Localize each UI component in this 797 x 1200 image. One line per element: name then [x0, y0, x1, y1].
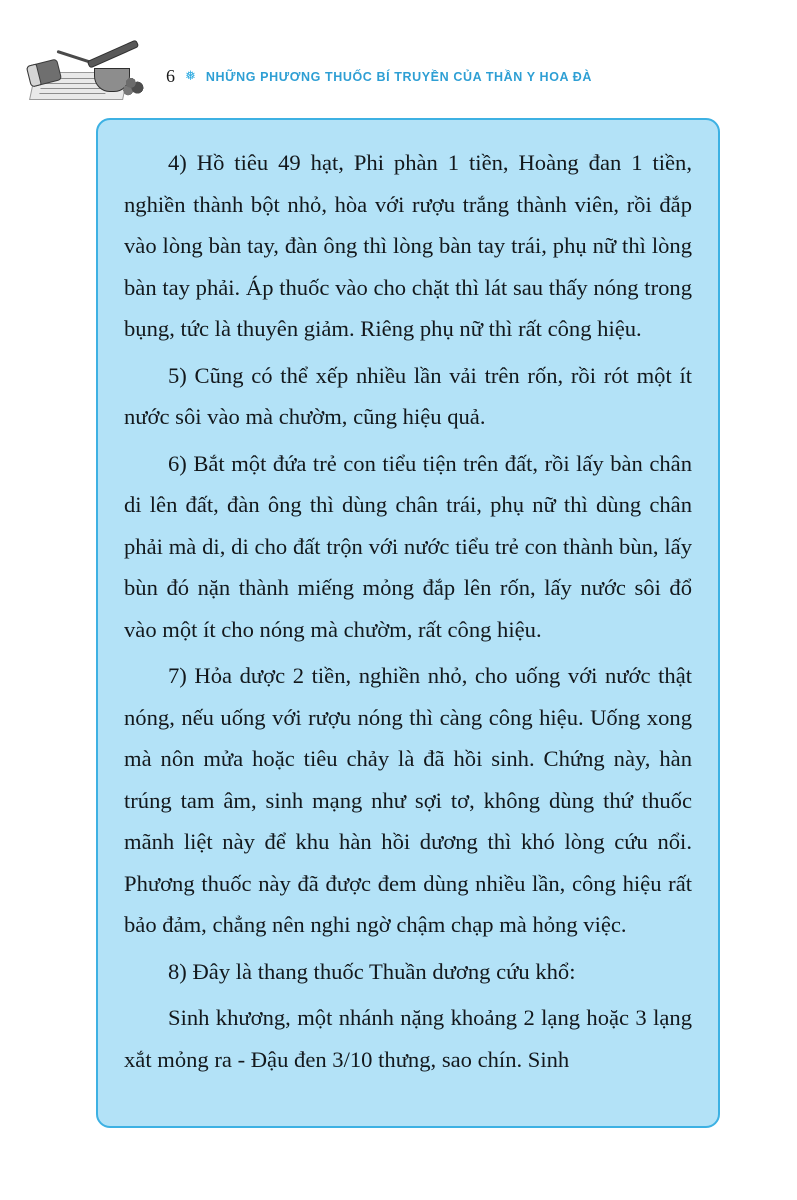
paragraph: 4) Hồ tiêu 49 hạt, Phi phàn 1 tiền, Hoàng đan 1 tiền, nghiền thành bột nhỏ, hòa với rượu trắng thành viên, rồi đắp vào lòng bàn tay, đàn ông thì lòng bàn tay trái, phụ nữ thì lòng bàn tay phải. Áp thuốc vào cho chặt thì lát sau thấy nóng trong bụng, tức là thuyên giảm. Riêng phụ nữ thì rất công hiệu. — [124, 150, 692, 341]
content-box — [96, 118, 720, 1128]
paragraph: 7) Hỏa dược 2 tiền, nghiền nhỏ, cho uống với nước thật nóng, nếu uống với rượu nóng thì càng công hiệu. Uống xong mà nôn mửa hoặc tiêu chảy là đã hồi sinh. Chứng này, hàn trúng tam âm, sinh mạng như sợi tơ, không dùng thứ thuốc mãnh liệt này để khu hàn hồi dương thì khó lòng cứu nổi. Phương thuốc này đã được đem dùng nhiều lần, công hiệu rất bảo đảm, chẳng nên nghi ngờ chậm chạp mà hỏng việc. — [124, 663, 692, 937]
pestle-icon — [87, 39, 140, 68]
herb-cluster-icon — [122, 74, 144, 96]
paragraph: 8) Đây là thang thuốc Thuần dương cứu khổ: — [168, 958, 576, 984]
paragraph: Sinh khương, một nhánh nặng khoảng 2 lạng hoặc 3 lạng xắt mỏng ra - Đậu đen 3/10 thưng, sao chín. Sinh — [124, 1005, 692, 1072]
page-header — [26, 46, 767, 102]
page-number: 6 — [166, 66, 175, 86]
herbal-medicine-illustration — [26, 46, 146, 102]
page-title: NHỮNG PHƯƠNG THUỐC BÍ TRUYỀN CỦA THẦN Y HOA ĐÀ — [205, 69, 593, 84]
running-head — [166, 66, 592, 87]
paragraph: 5) Cũng có thể xếp nhiều lần vải trên rốn, rồi rót một ít nước sôi vào mà chườm, cũng hiệu quả. — [124, 362, 692, 429]
flower-bullet-icon: ❅ — [185, 68, 196, 83]
paragraph: 6) Bắt một đứa trẻ con tiểu tiện trên đất, rồi lấy bàn chân di lên đất, đàn ông thì dùng chân trái, phụ nữ thì dùng chân phải mà di, di cho đất trộn với nước tiểu trẻ con thành bùn, lấy bùn đó nặn thành miếng mỏng đắp lên rốn, lấy nước sôi đổ vào một ít cho nóng mà chườm, rất công hiệu. — [124, 450, 692, 642]
